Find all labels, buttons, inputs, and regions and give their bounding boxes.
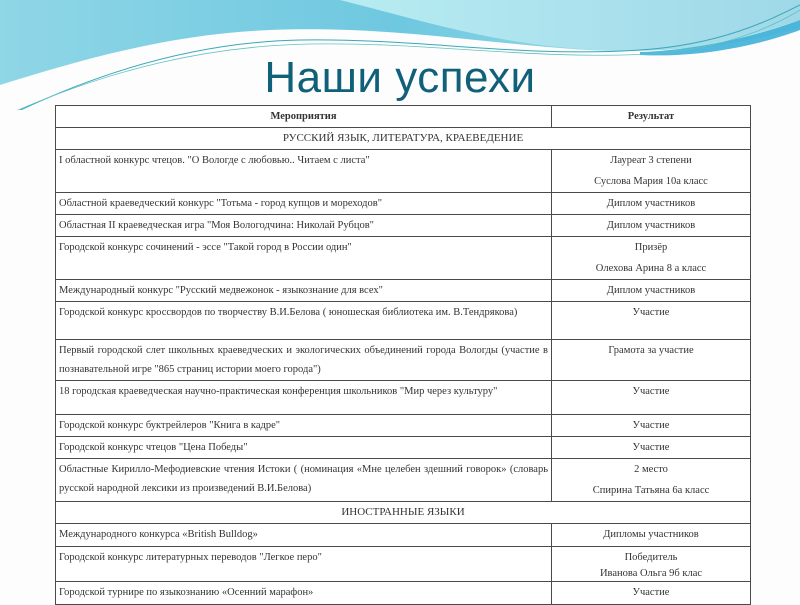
result-cell	[552, 193, 751, 215]
table-row	[56, 302, 751, 340]
page-title: Наши успехи	[264, 53, 536, 102]
result-cell	[552, 524, 751, 547]
event-cell: Областные Кирилло-Мефодиевские чтения Истоки ( (номинация «Мне целебен здешний говорок» (словарь русской народной лексики из произведений В.И.Белова)	[56, 459, 552, 502]
result-text: Лауреат 3 степени	[610, 155, 692, 166]
result-cell	[552, 340, 751, 381]
table-row	[56, 150, 751, 193]
event-cell: Областная II краеведческая игра "Моя Вологодчина: Николай Рубцов"	[56, 215, 552, 237]
table-row	[56, 340, 751, 381]
table-row	[56, 547, 751, 582]
event-cell: I областной конкурс чтецов. "О Вологде с любовью.. Читаем с листа"	[56, 150, 552, 193]
event-cell: Городской конкурс сочинений - эссе "Такой город в России один"	[56, 237, 552, 280]
event-cell: Городской конкурс буктрейлеров "Книга в кадре"	[56, 415, 552, 437]
column-header-event: Мероприятия	[56, 106, 552, 128]
result-text: Участие	[632, 420, 670, 431]
result-cell	[552, 547, 751, 582]
result-cell	[552, 437, 751, 459]
result-text: Диплом участников	[606, 220, 696, 231]
section-header-row	[56, 128, 751, 150]
result-cell	[552, 302, 751, 340]
result-cell	[552, 215, 751, 237]
event-cell: Международного конкурса «British Bulldog»	[56, 524, 552, 547]
result-text: Участие	[632, 307, 670, 318]
result-text: Победитель	[624, 552, 678, 563]
event-cell: Городской конкурс литературных переводов "Легкое перо"	[56, 547, 552, 582]
section-header-row	[56, 502, 751, 524]
column-header-result: Результат	[552, 106, 751, 128]
result-text: 2 место	[634, 464, 668, 475]
result-cell	[552, 150, 751, 193]
event-cell: Городской конкурс чтецов "Цена Победы"	[56, 437, 552, 459]
table-row	[56, 437, 751, 459]
table-row	[56, 415, 751, 437]
participant-name: Спирина Татьяна 6а класс	[592, 485, 710, 496]
table-header-row	[56, 106, 751, 128]
result-text: Участие	[632, 386, 670, 397]
result-text: Грамота за участие	[608, 345, 694, 356]
result-cell	[552, 381, 751, 415]
table-row	[56, 582, 751, 605]
result-cell	[552, 582, 751, 605]
participant-name: Суслова Мария 10а класс	[594, 176, 708, 187]
table-row	[56, 381, 751, 415]
result-text: Диплом участников	[606, 285, 696, 296]
table-row	[56, 524, 751, 547]
result-text: Участие	[632, 442, 670, 453]
table-row	[56, 215, 751, 237]
result-text: Призёр	[634, 242, 668, 253]
result-text: Дипломы участников	[603, 529, 699, 540]
result-cell	[552, 459, 751, 502]
event-cell: Международный конкурс "Русский медвежонок - языкознание для всех"	[56, 280, 552, 302]
event-cell: Областной краеведческий конкурс "Тотьма - город купцов и мореходов"	[56, 193, 552, 215]
event-cell: 18 городская краеведческая научно-практическая конференция школьников "Мир через культуру"	[56, 381, 552, 415]
achievements-table	[55, 105, 751, 605]
participant-name: Иванова Ольга 9б клас	[599, 568, 703, 579]
event-cell: Городской конкурс кроссвордов по творчеству В.И.Белова ( юношеская библиотека им. В.Тендрякова)	[56, 302, 552, 340]
table-row	[56, 237, 751, 280]
result-text: Диплом участников	[606, 198, 696, 209]
result-cell	[552, 237, 751, 280]
table-row	[56, 193, 751, 215]
result-cell	[552, 415, 751, 437]
event-cell: Городской турнире по языкознанию «Осенний марафон»	[56, 582, 552, 605]
table-row	[56, 280, 751, 302]
section-title: РУССКИЙ ЯЗЫК, ЛИТЕРАТУРА, КРАЕВЕДЕНИЕ	[56, 128, 751, 150]
section-title: ИНОСТРАННЫЕ ЯЗЫКИ	[56, 502, 751, 524]
table-row	[56, 459, 751, 502]
result-text: Участие	[632, 587, 670, 598]
result-cell	[552, 280, 751, 302]
event-cell: Первый городской слет школьных краеведческих и экологических объединений города Вологды (участие в познавательной игре "865 страниц истории моего города")	[56, 340, 552, 381]
participant-name: Олехова Арина 8 а класс	[595, 263, 707, 274]
